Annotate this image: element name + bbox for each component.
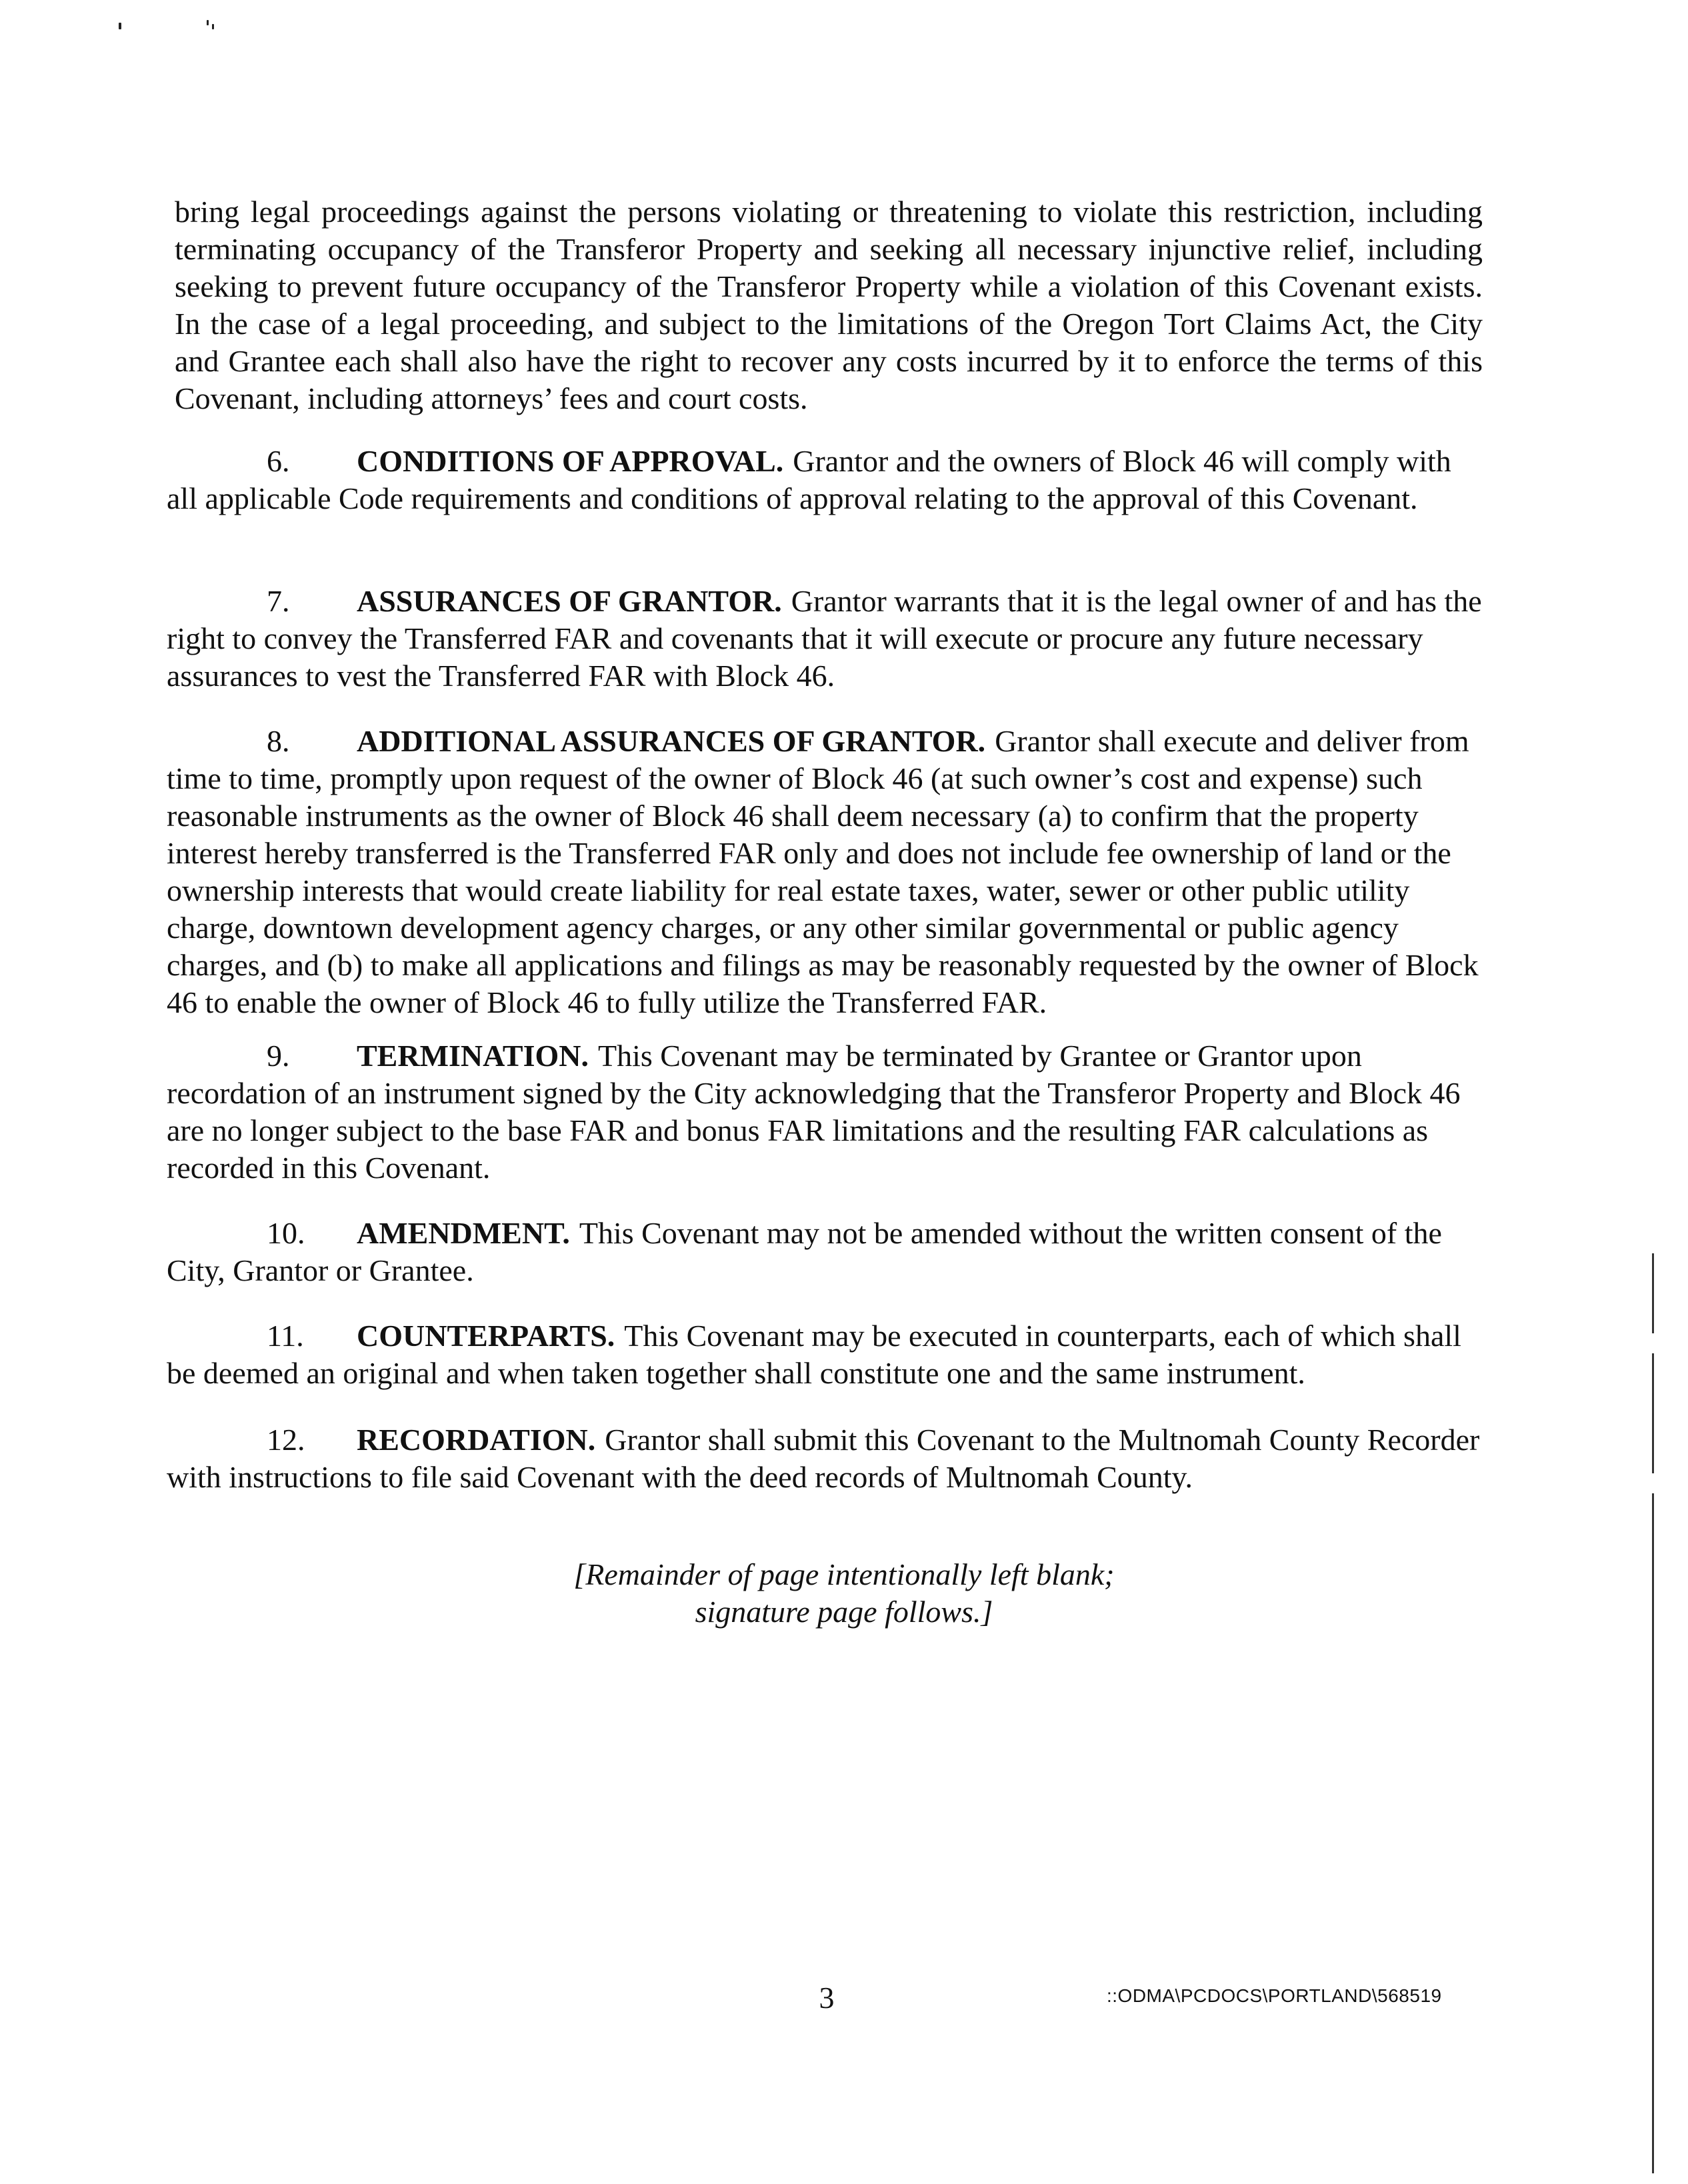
- section-text: Grantor shall submit this Covenant to the Multnomah County Recorder with instructions to file said Covenant with the deed records of Multnomah County.: [167, 1423, 1480, 1494]
- section-number: 11.: [267, 1319, 304, 1353]
- scan-speck: [212, 24, 214, 29]
- section-title: ADDITIONAL ASSURANCES OF GRANTOR.: [357, 724, 986, 758]
- section-title: CONDITIONS OF APPROVAL.: [357, 444, 784, 478]
- section-number: 9.: [267, 1039, 290, 1073]
- section-number: 8.: [267, 724, 290, 758]
- scan-speck: [119, 23, 121, 29]
- scan-edge-line: [1652, 1253, 1654, 1333]
- section-title: COUNTERPARTS.: [357, 1319, 615, 1353]
- document-reference: ::ODMA\PCDOCS\PORTLAND\568519: [1107, 1985, 1442, 2006]
- section-number: 10.: [267, 1216, 305, 1250]
- section-number: 6.: [267, 444, 290, 478]
- section-text: This Covenant may be terminated by Grantee or Grantor upon recordation of an instrument signed by the City acknowledging that the Transferor Property and Block 46 are no longer subject to the base FAR and bonus FAR limitations and the resulting FAR calculations as recorded in this Covenant.: [167, 1039, 1461, 1185]
- section-conditions-of-approval: [167, 443, 1487, 517]
- section-text: Grantor shall execute and deliver from time to time, promptly upon request of the owner of Block 46 (at such owner’s cost and expense) such reasonable instruments as the owner of Block 46 shall deem necessary (a) to confirm that the property interest hereby transferred is the Transferred FAR only and does not include fee ownership of land or the ownership interests that would create liability for real estate taxes, water, sewer or other public utility charge, downtown development agency charges, or any other similar governmental or public agency charges, and (b) to make all applications and filings as may be reasonably requested by the owner of Block 46 to enable the owner of Block 46 to fully utilize the Transferred FAR.: [167, 724, 1479, 1019]
- section-text: This Covenant may be executed in counterparts, each of which shall be deemed an original and when taken together shall constitute one and the same instrument.: [167, 1319, 1461, 1390]
- section-number: 12.: [267, 1423, 305, 1457]
- section-assurances-of-grantor: [167, 583, 1487, 695]
- scan-speck: [207, 20, 209, 25]
- section-text: This Covenant may not be amended without the written consent of the City, Grantor or Grantee.: [167, 1216, 1442, 1287]
- section-termination: [167, 1037, 1487, 1187]
- closing-note-line: [Remainder of page intentionally left blank;: [573, 1557, 1115, 1591]
- section-recordation: [167, 1421, 1487, 1496]
- section-number: 7.: [267, 584, 290, 618]
- section-title: RECORDATION.: [357, 1423, 596, 1457]
- section-title: ASSURANCES OF GRANTOR.: [357, 584, 782, 618]
- continuation-paragraph: bring legal proceedings against the persons violating or threatening to violate this restriction, including terminating occupancy of the Transferor Property and seeking all necessary injunctive relief, including seeking to prevent future occupancy of the Transferor Property while a violation of this Covenant exists. In the case of a legal proceeding, and subject to the limitations of the Oregon Tort Claims Act, the City and Grantee each shall also have the right to recover any costs incurred by it to enforce the terms of this Covenant, including attorneys’ fees and court costs.: [175, 195, 1483, 415]
- section-counterparts: [167, 1317, 1487, 1392]
- scan-edge-line: [1652, 1353, 1654, 1473]
- section-text: Grantor warrants that it is the legal owner of and has the right to convey the Transferred FAR and covenants that it will execute or procure any future necessary assurances to vest the Transferred FAR with Block 46.: [167, 584, 1482, 693]
- section-title: AMENDMENT.: [357, 1216, 570, 1250]
- remainder-blank-note: [0, 1556, 1688, 1631]
- section-amendment: [167, 1215, 1487, 1289]
- section-text: Grantor and the owners of Block 46 will comply with all applicable Code requirements and conditions of approval relating to the approval of this Covenant.: [167, 444, 1451, 515]
- closing-note-line: signature page follows.]: [695, 1595, 993, 1629]
- section-additional-assurances: [167, 723, 1487, 1021]
- section-title: TERMINATION.: [357, 1039, 589, 1073]
- page-number: 3: [819, 1981, 835, 2015]
